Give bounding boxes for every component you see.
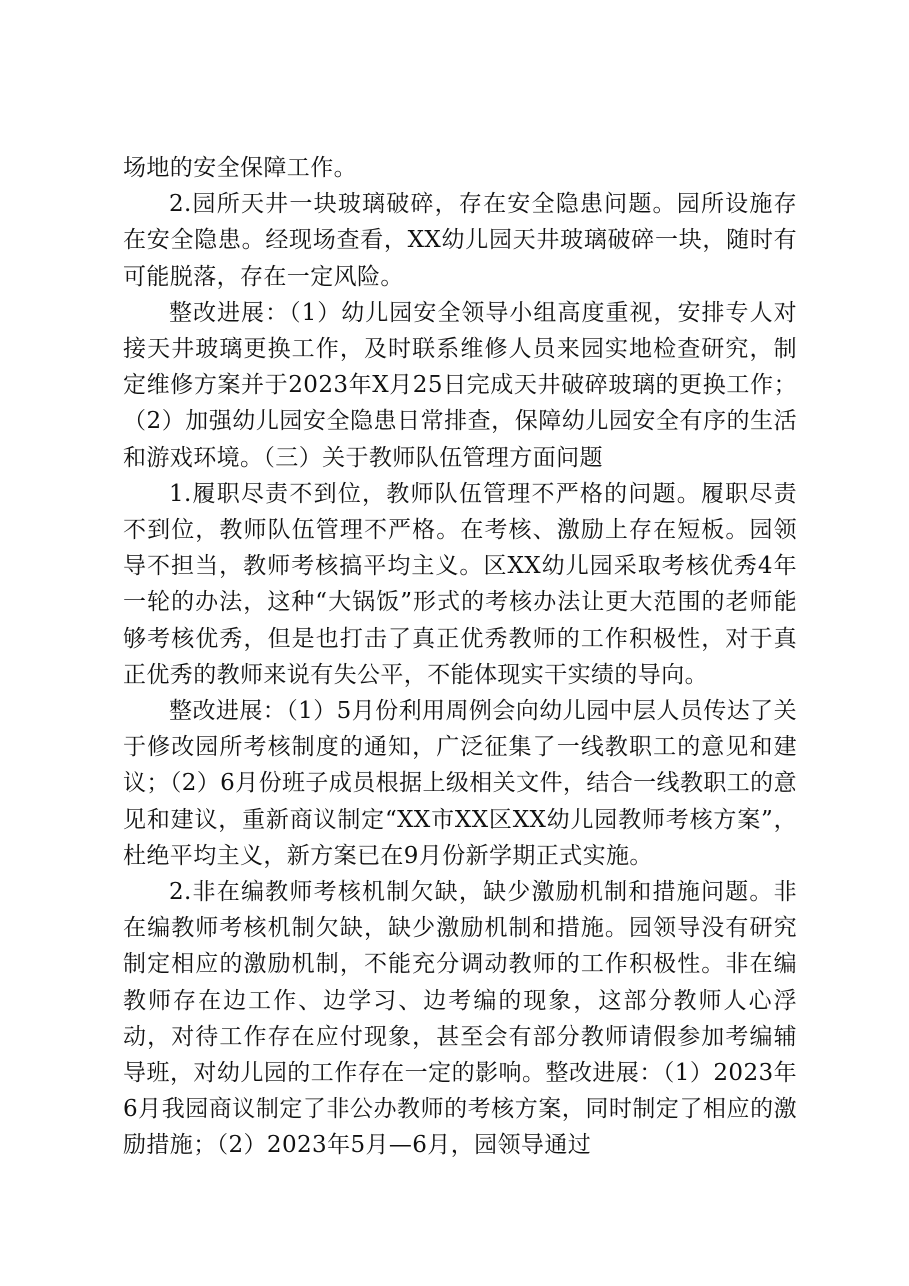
- paragraph-6: 2.非在编教师考核机制欠缺，缺少激励机制和措施问题。非在编教师考核机制欠缺，缺少激励机制和措施。园领导没有研究制定相应的激励机制，不能充分调动教师的工作积极性。非在编教师存在边工作、边学习、边考编的现象，这部分教师人心浮动，对待工作存在应付现象，甚至会有部分教师请假参加考编辅导班，对幼儿园的工作存在一定的影响。整改进展：（1）2023年6月我园商议制定了非公办教师的考核方案，同时制定了相应的激励措施；（2）2023年5月—6月，园领导通过: [123, 879, 797, 1159]
- paragraph-2: 2.园所天井一块玻璃破碎，存在安全隐患问题。园所设施存在安全隐患。经现场查看，XX幼儿园天井玻璃破碎一块，随时有可能脱落，存在一定风险。: [123, 191, 797, 290]
- body-text: [123, 150, 797, 1164]
- paragraph-4: 1.履职尽责不到位，教师队伍管理不严格的问题。履职尽责不到位，教师队伍管理不严格。在考核、激励上存在短板。园领导不担当，教师考核搞平均主义。区XX幼儿园采取考核优秀4年一轮的办法，这种“大锅饭”形式的考核办法让更大范围的老师能够考核优秀，但是也打击了真正优秀教师的工作积极性，对于真正优秀的教师来说有失公平，不能体现实干实绩的导向。: [123, 480, 797, 688]
- paragraph-1: 场地的安全保障工作。: [123, 155, 357, 181]
- paragraph-3: 整改进展：（1）幼儿园安全领导小组高度重视，安排专人对接天井玻璃更换工作，及时联系维修人员来园实地检查研究，制定维修方案并于2023年X月25日完成天井破碎玻璃的更换工作；（2）加强幼儿园安全隐患日常排查，保障幼儿园安全有序的生活和游戏环境。（三）关于教师队伍管理方面问题: [123, 299, 797, 471]
- paragraph-5: 整改进展：（1）5月份利用周例会向幼儿园中层人员传达了关于修改园所考核制度的通知，广泛征集了一线教职工的意见和建议；（2）6月份班子成员根据上级相关文件，结合一线教职工的意见和建议，重新商议制定“XX市XX区XX幼儿园教师考核方案”，杜绝平均主义，新方案已在9月份新学期正式实施。: [123, 698, 797, 869]
